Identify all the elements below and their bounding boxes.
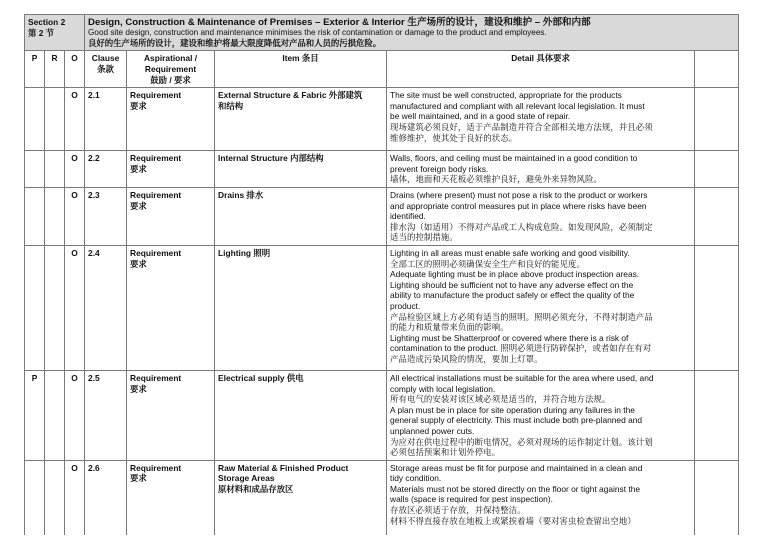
row-detail-line: 存放区必须适于存放，并保持整洁。 — [390, 505, 526, 516]
col-header-o: O — [65, 51, 85, 88]
row-item — [215, 187, 387, 245]
row-requirement-en: Requirement — [130, 462, 182, 473]
row-requirement-en: Requirement — [130, 153, 182, 164]
row-r-mark — [45, 460, 65, 535]
row-detail-line: and appropriate control measures put in place where risks have been — [390, 200, 647, 211]
row-item — [215, 88, 387, 151]
col-header-clause-zh: 条款 — [97, 64, 114, 74]
row-item-line: Drains 排水 — [218, 189, 264, 200]
row-item-line: Storage Areas — [218, 473, 275, 484]
row-clause: 2.5 — [85, 370, 127, 460]
table-row — [25, 370, 739, 460]
row-requirement — [127, 88, 215, 151]
row-o-mark: O — [65, 187, 85, 245]
row-clause: 2.6 — [85, 460, 127, 535]
row-item-line: Internal Structure 内部结构 — [218, 153, 324, 164]
row-blank-cell — [695, 460, 739, 535]
row-r-mark — [45, 151, 65, 188]
row-r-mark — [45, 370, 65, 460]
row-detail-line: product. — [390, 300, 421, 311]
requirements-sheet — [24, 14, 738, 535]
row-detail-line: 现场建筑必须良好，适于产品制造并符合全部相关地方法规，并且必须 — [390, 121, 653, 132]
row-requirement — [127, 151, 215, 188]
row-p-mark — [25, 151, 45, 188]
row-detail-line: 排水沟（如适用）不得对产品或工人构成危险。如发现风险，必须制定 — [390, 221, 653, 232]
col-header-r: R — [45, 51, 65, 88]
requirements-table — [24, 14, 739, 535]
section-label — [25, 15, 85, 51]
row-detail-line: identified. — [390, 211, 426, 222]
row-o-mark: O — [65, 151, 85, 188]
row-detail-line: The site must be well constructed, appropriate for the products — [390, 90, 622, 101]
row-detail — [387, 245, 695, 370]
row-detail-line: All electrical installations must be suitable for the area where used, and — [390, 372, 654, 383]
row-detail-line: 墙体，地面和天花板必须维护良好，避免外来异物风险。 — [390, 174, 602, 185]
row-detail — [387, 460, 695, 535]
section-intro: Good site design, construction and maintenance minimises the risk of contamination or damage to the product and employees. — [88, 28, 547, 38]
row-clause: 2.2 — [85, 151, 127, 188]
row-detail-line: 适当的控制措施。 — [390, 232, 458, 243]
row-o-mark: O — [65, 370, 85, 460]
row-p-mark — [25, 245, 45, 370]
row-item-line: 原材料和成品存放区 — [218, 483, 294, 494]
row-item — [215, 245, 387, 370]
table-row — [25, 187, 739, 245]
row-requirement-zh: 要求 — [130, 163, 147, 174]
row-item — [215, 370, 387, 460]
col-header-requirement — [127, 51, 215, 88]
row-detail-line: Lighting in all areas must enable safe working and good visibility. — [390, 247, 630, 258]
row-o-mark: O — [65, 88, 85, 151]
row-o-mark: O — [65, 460, 85, 535]
row-requirement-zh: 要求 — [130, 100, 147, 111]
section-intro-zh: 良好的生产场所的设计，建设和维护将最大限度降低对产品和人员的污损危险。 — [88, 38, 382, 49]
col-header-detail: Detail 具体要求 — [387, 51, 695, 88]
row-detail-line: Walls, floors, and ceiling must be maintained in a good condition to — [390, 153, 638, 164]
col-header-aspirational: Aspirational / — [144, 53, 198, 64]
row-requirement — [127, 460, 215, 535]
row-detail-line: comply with local legislation. — [390, 383, 496, 394]
row-detail-line: Lighting should be sufficient not to have any adverse effect on the — [390, 279, 634, 290]
row-requirement-zh: 要求 — [130, 383, 147, 394]
row-detail-line: Materials must not be stored directly on the floor or tight against the — [390, 483, 641, 494]
row-detail-line: A plan must be in place for site operation during any failures in the — [390, 404, 635, 415]
row-clause: 2.4 — [85, 245, 127, 370]
row-detail-line: 为应对在供电过程中的断电情况，必须对现场的运作制定计划。该计划 — [390, 436, 653, 447]
row-requirement-en: Requirement — [130, 90, 182, 101]
row-detail-line: 的能力和质量带来负面的影响。 — [390, 322, 509, 333]
section-title-cell — [85, 15, 739, 51]
row-blank-cell — [695, 245, 739, 370]
row-requirement — [127, 370, 215, 460]
row-requirement-en: Requirement — [130, 247, 182, 258]
row-requirement-zh: 要求 — [130, 200, 147, 211]
row-detail-line: 产品检验区域上方必须有适当的照明。照明必须充分，不得对制造产品 — [390, 311, 653, 322]
row-detail-line: tidy condition. — [390, 473, 442, 484]
row-item-line: External Structure & Fabric 外部建筑 — [218, 90, 363, 101]
row-blank-cell — [695, 88, 739, 151]
row-r-mark — [45, 187, 65, 245]
row-detail-line: Adequate lighting must be in place above product inspection areas. — [390, 269, 640, 280]
row-item-line: 和结构 — [218, 100, 244, 111]
row-detail-line: 所有电气的安装对该区域必须是适当的，并符合地方法规。 — [390, 394, 611, 405]
col-header-clause — [85, 51, 127, 88]
col-header-requirement-zh: 鼓励 / 要求 — [150, 74, 191, 85]
row-item-line: Raw Material & Finished Product — [218, 462, 349, 473]
row-detail-line: general supply of electricity. This must include both pre-planned and — [390, 415, 643, 426]
row-blank-cell — [695, 151, 739, 188]
row-clause: 2.1 — [85, 88, 127, 151]
row-p-mark — [25, 187, 45, 245]
row-detail-line: 材料不得直接存放在地板上或紧挨着墙（要对害虫检查留出空地） — [390, 515, 636, 526]
column-header-row — [25, 51, 739, 88]
col-header-clause-en: Clause — [91, 53, 120, 64]
table-row — [25, 151, 739, 188]
row-detail-line: 维修维护，使其处于良好的状态。 — [390, 132, 518, 143]
table-row — [25, 460, 739, 535]
col-header-blank — [695, 51, 739, 88]
row-detail — [387, 151, 695, 188]
row-detail-line: manufactured and compliant with all relevant local legislation. It must — [390, 100, 645, 111]
row-requirement — [127, 245, 215, 370]
row-blank-cell — [695, 370, 739, 460]
row-detail-line: walls (space is required for pest inspection). — [390, 494, 553, 505]
row-requirement — [127, 187, 215, 245]
row-detail-line: 必须包括预案和计划外停电。 — [390, 447, 501, 458]
row-p-mark — [25, 88, 45, 151]
row-r-mark — [45, 245, 65, 370]
row-requirement-en: Requirement — [130, 372, 182, 383]
section-number-zh: 第 2 节 — [28, 27, 55, 38]
row-detail-line: contamination to the product. 照明必须进行防碎保护，或者如存在有对 — [390, 343, 652, 354]
col-header-p: P — [25, 51, 45, 88]
table-row — [25, 245, 739, 370]
row-clause: 2.3 — [85, 187, 127, 245]
section-title: Design, Construction & Maintenance of Premises – Exterior & Interior 生产场所的设计，建设和维护 – 外部和内部 — [88, 17, 591, 28]
row-p-mark — [25, 460, 45, 535]
col-header-requirement-en: Requirement — [144, 64, 197, 74]
row-detail-line: Lighting must be Shatterproof or covered where there is a risk of — [390, 332, 629, 343]
row-item — [215, 151, 387, 188]
row-detail-line: unplanned power cuts. — [390, 425, 475, 436]
row-detail — [387, 187, 695, 245]
row-item — [215, 460, 387, 535]
row-detail-line: Storage areas must be fit for purpose and maintained in a clean and — [390, 462, 643, 473]
section-header-row — [25, 15, 739, 51]
table-row — [25, 88, 739, 151]
row-detail-line: 产品造成污染风险的情况，要加上灯罩。 — [390, 353, 543, 364]
row-requirement-zh: 要求 — [130, 473, 147, 484]
row-detail — [387, 370, 695, 460]
row-o-mark: O — [65, 245, 85, 370]
row-blank-cell — [695, 187, 739, 245]
row-detail-line: be well maintained, and in a good state of repair. — [390, 111, 571, 122]
row-requirement-en: Requirement — [130, 189, 182, 200]
row-detail-line: Drains (where present) must not pose a risk to the product or workers — [390, 189, 648, 200]
row-detail-line: 全部工区的照明必须确保安全生产和良好的能见度。 — [390, 258, 585, 269]
row-item-line: Electrical supply 供电 — [218, 372, 304, 383]
col-header-item: Item 条目 — [215, 51, 387, 88]
row-requirement-zh: 要求 — [130, 258, 147, 269]
row-detail-line: ability to manufacture the product safely or effect the quality of the — [390, 290, 635, 301]
row-detail-line: prevent foreign body risks. — [390, 163, 489, 174]
row-item-line: Lighting 照明 — [218, 247, 271, 258]
row-detail — [387, 88, 695, 151]
section-number: Section 2 — [28, 17, 66, 27]
row-p-mark: P — [25, 370, 45, 460]
row-r-mark — [45, 88, 65, 151]
